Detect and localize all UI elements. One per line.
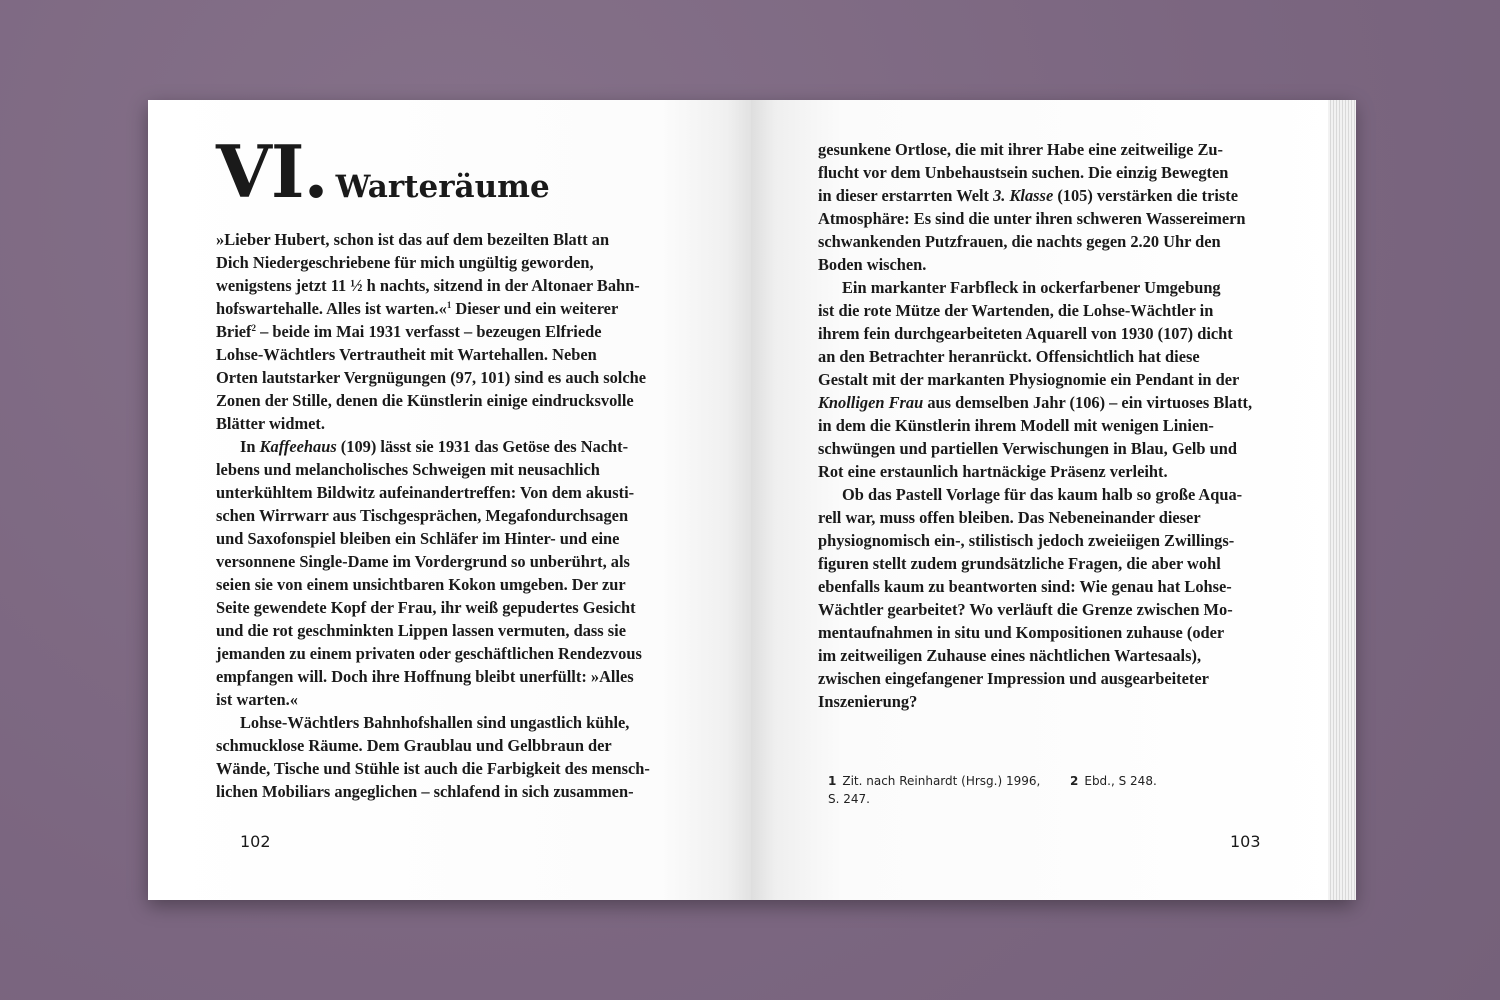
text-line [216,458,650,481]
text-run: aus demselben Jahr (106) – ein virtuoses Blatt, [923,393,1253,412]
text-line [216,665,650,688]
text-line [818,276,1252,299]
text-run: Rot eine erstaunlich hartnäckige Präsenz verleiht. [818,462,1168,481]
page-edges [1328,100,1356,900]
text-run: und die rot geschminkten Lippen lassen vermuten, dass sie [216,621,626,640]
text-run: ebenfalls kaum zu beantworten sind: Wie genau hat Lohse- [818,577,1232,596]
text-line [216,297,650,320]
italic-title: Knolligen Frau [818,393,924,412]
text-line [216,504,650,527]
text-line [216,757,650,780]
text-line [818,391,1252,414]
text-run: (109) lässt sie 1931 das Getöse des Nacht- [336,437,629,456]
text-line [818,345,1252,368]
text-run: seien sie von einem unsichtbaren Kokon umgeben. Der zur [216,575,626,594]
text-run: lebens und melancholisches Schweigen mit neusachlich [216,460,600,479]
text-line [818,161,1252,184]
text-run: an den Betrachter heranrückt. Offensichtlich hat diese [818,347,1200,366]
page-number-right: 103 [1230,832,1261,851]
footnote-ref: 2 [251,323,256,333]
text-run: Dich Niedergeschriebene für mich ungültig geworden, [216,253,594,272]
text-line [216,688,650,711]
text-run: empfangen will. Doch ihre Hoffnung bleibt unerfüllt: »Alles [216,667,634,686]
text-run: Dieser und ein weiterer [451,299,619,318]
text-run: in dieser erstarrten Welt [818,186,994,205]
text-line [216,550,650,573]
text-run: versonnene Single-Dame im Vordergrund so unberührt, als [216,552,630,571]
text-line [216,596,650,619]
text-run: figuren stellt zudem grundsätzliche Fragen, die aber wohl [818,554,1221,573]
text-run: schen Wirrwarr aus Tischgesprächen, Megafondurchsagen [216,506,629,525]
text-run: lichen Mobiliars angeglichen – schlafend in sich zusammen- [216,782,634,801]
text-line [818,644,1252,667]
text-line [216,251,650,274]
text-line [818,598,1252,621]
text-line [818,253,1252,276]
text-run: flucht vor dem Unbehaustsein suchen. Die einzig Bewegten [818,163,1229,182]
text-line [216,274,650,297]
text-line [216,366,650,389]
text-line [818,506,1252,529]
footnote-2 [1070,772,1157,790]
text-run: – beide im Mai 1931 verfasst – bezeugen Elfriede [256,322,602,341]
text-line [216,780,650,803]
text-line [216,228,650,251]
italic-title: Kaffeehaus [259,437,337,456]
text-run: rell war, muss offen bleiben. Das Nebeneinander dieser [818,508,1201,527]
text-run: Zonen der Stille, denen die Künstlerin einige eindrucksvolle [216,391,634,410]
text-line [818,138,1252,161]
text-line [216,573,650,596]
text-run: (105) verstärken die triste [1053,186,1239,205]
text-line [216,527,650,550]
text-line [216,642,650,665]
text-line [818,414,1252,437]
text-line [818,184,1252,207]
text-run: ist die rote Mütze der Wartenden, die Lohse-Wächtler in [818,301,1214,320]
text-run: in dem die Künstlerin ihrem Modell mit wenigen Linien- [818,416,1214,435]
text-line [818,299,1252,322]
text-line [216,343,650,366]
footnote-1 [828,772,1040,808]
text-run: gesunkene Ortlose, die mit ihrer Habe eine zeitweilige Zu- [818,140,1224,159]
text-line [216,711,650,734]
text-run: In [240,437,260,456]
chapter-number: VI. [216,129,328,214]
text-run: unterkühltem Bildwitz aufeinandertreffen: Von dem akusti- [216,483,635,502]
left-page [148,100,751,900]
chapter-heading [216,129,550,214]
text-line [216,389,650,412]
text-line [216,320,650,343]
text-run: Wächtler gearbeitet? Wo verläuft die Grenze zwischen Mo- [818,600,1233,619]
footnote-number: 1 [828,774,837,788]
page-number-left: 102 [240,832,271,851]
text-run: Ein markanter Farbfleck in ockerfarbener Umgebung [842,278,1221,297]
text-line [216,435,650,458]
text-run: Blätter widmet. [216,414,325,433]
text-line [818,207,1252,230]
text-line [818,575,1252,598]
left-text-column [216,228,650,803]
text-line [818,690,1252,713]
text-run: mentaufnahmen in situ und Kompositionen zuhause (oder [818,623,1225,642]
footnote-text: Ebd., S 248. [1084,774,1157,788]
footnote-text-continued: S. 247. [828,792,870,806]
text-run: schwüngen und partiellen Verwischungen in Blau, Gelb und [818,439,1237,458]
text-run: wenigstens jetzt 11 ½ h nachts, sitzend in der Altonaer Bahn- [216,276,640,295]
text-run: Ob das Pastell Vorlage für das kaum halb so große Aqua- [842,485,1243,504]
text-line [818,460,1252,483]
open-book [148,100,1354,900]
text-run: schmucklose Räume. Dem Graublau und Gelbbraun der [216,736,612,755]
text-run: Boden wischen. [818,255,927,274]
italic-title: 3. Klasse [993,186,1054,205]
text-line [818,483,1252,506]
text-run: Gestalt mit der markanten Physiognomie ein Pendant in der [818,370,1240,389]
text-run: hofswartehalle. Alles ist warten.« [216,299,447,318]
text-line [818,230,1252,253]
footnote-text: Zit. nach Reinhardt (Hrsg.) 1996, [842,774,1041,788]
chapter-title: Warteräume [335,169,550,205]
text-run: Seite gewendete Kopf der Frau, ihr weiß gepudertes Gesicht [216,598,636,617]
text-line [818,368,1252,391]
text-line [818,529,1252,552]
text-run: ihrem fein durchgearbeiteten Aquarell von 1930 (107) dicht [818,324,1233,343]
text-line [818,437,1252,460]
footnote-ref: 1 [446,300,452,310]
text-line [818,552,1252,575]
text-run: Lohse-Wächtlers Bahnhofshallen sind ungastlich kühle, [240,713,630,732]
text-run: Brief [216,322,252,341]
text-run: »Lieber Hubert, schon ist das auf dem bezeilten Blatt an [216,230,610,249]
text-run: jemanden zu einem privaten oder geschäftlichen Rendezvous [216,644,642,663]
text-run: schwankenden Putzfrauen, die nachts gegen 2.20 Uhr den [818,232,1221,251]
text-run: im zeitweiligen Zuhause eines nächtlichen Wartesaals), [818,646,1202,665]
right-text-column [818,138,1252,713]
text-run: physiognomisch ein-, stilistisch jedoch zweieiigen Zwillings- [818,531,1235,550]
text-run: und Saxofonspiel bleiben ein Schläfer im Hinter- und eine [216,529,620,548]
text-line [818,621,1252,644]
text-run: Atmosphäre: Es sind die unter ihren schweren Wassereimern [818,209,1246,228]
text-run: zwischen eingefangener Impression und ausgearbeiteter [818,669,1209,688]
text-line [216,734,650,757]
text-run: Inszenierung? [818,692,918,711]
text-run: Orten lautstarker Vergnügungen (97, 101) sind es auch solche [216,368,646,387]
text-line [216,481,650,504]
text-line [216,412,650,435]
text-run: ist warten.« [216,690,298,709]
text-line [216,619,650,642]
text-run: Lohse-Wächtlers Vertrautheit mit Wartehallen. Neben [216,345,597,364]
text-line [818,322,1252,345]
footnote-number: 2 [1070,774,1079,788]
text-run: Wände, Tische und Stühle ist auch die Farbigkeit des mensch- [216,759,650,778]
text-line [818,667,1252,690]
